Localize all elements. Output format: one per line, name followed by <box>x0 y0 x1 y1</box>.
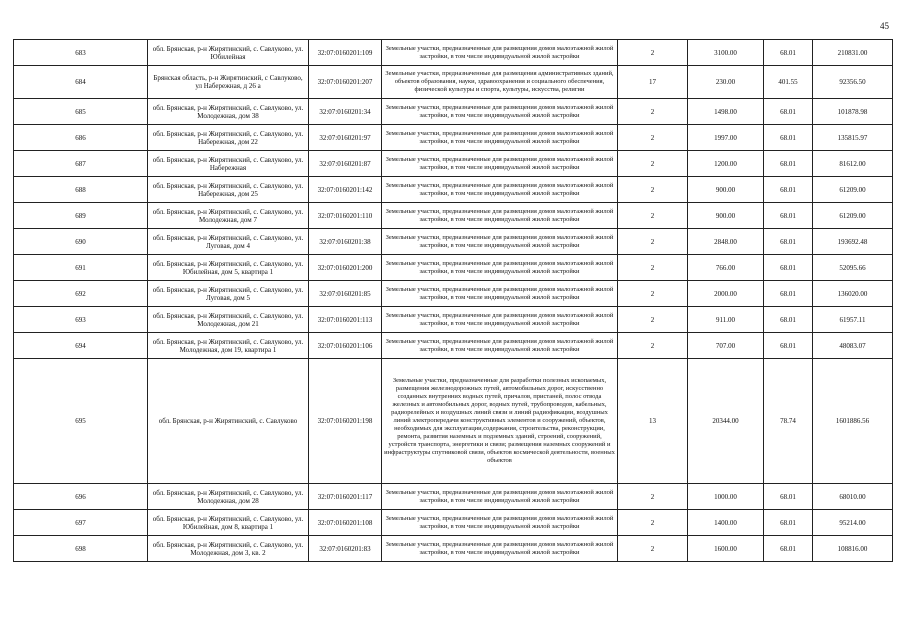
cell-cadastral-value: 61209.00 <box>813 177 893 203</box>
cell-group: 2 <box>618 333 688 359</box>
cell-cadastral-number: 32:07:0160201:207 <box>309 66 382 99</box>
cell-row-number: 687 <box>14 151 148 177</box>
cell-cadastral-value: 1601886.56 <box>813 359 893 484</box>
cell-land-use: Земельные участки, предназначенные для размещения домов малоэтажной жилой застройки, в том числе индивидуальной жилой застройки <box>382 484 618 510</box>
cell-cadastral-value: 210831.00 <box>813 40 893 66</box>
cell-row-number: 697 <box>14 510 148 536</box>
cell-address: обл. Брянская, р-н Жирятинский, с. Савлуково, ул. Луговая, дом 5 <box>148 281 309 307</box>
cell-group: 2 <box>618 510 688 536</box>
table-row <box>14 177 893 203</box>
cell-group: 17 <box>618 66 688 99</box>
cell-address: обл. Брянская, р-н Жирятинский, с. Савлуково, ул. Набережная, дом 22 <box>148 125 309 151</box>
cell-address: обл. Брянская, р-н Жирятинский, с. Савлуково, ул. Набережная <box>148 151 309 177</box>
cell-row-number: 686 <box>14 125 148 151</box>
cell-row-number: 693 <box>14 307 148 333</box>
cell-address: обл. Брянская, р-н Жирятинский, с. Савлуково, ул. Молодежная, дом 38 <box>148 99 309 125</box>
cell-rate: 68.01 <box>764 484 813 510</box>
cell-land-use: Земельные участки, предназначенные для размещения домов малоэтажной жилой застройки, в том числе индивидуальной жилой застройки <box>382 177 618 203</box>
cell-address: обл. Брянская, р-н Жирятинский, с. Савлуково, ул. Молодежная, дом 7 <box>148 203 309 229</box>
cell-row-number: 684 <box>14 66 148 99</box>
cell-cadastral-value: 68010.00 <box>813 484 893 510</box>
cell-land-use: Земельные участки, предназначенные для размещения домов малоэтажной жилой застройки, в том числе индивидуальной жилой застройки <box>382 307 618 333</box>
cell-land-use: Земельные участки, предназначенные для размещения домов малоэтажной жилой застройки, в том числе индивидуальной жилой застройки <box>382 125 618 151</box>
cell-address: обл. Брянская, р-н Жирятинский, с. Савлуково, ул. Молодежная, дом 3, кв. 2 <box>148 536 309 562</box>
cell-land-use: Земельные участки, предназначенные для размещения домов малоэтажной жилой застройки, в том числе индивидуальной жилой застройки <box>382 151 618 177</box>
cell-address: обл. Брянская, р-н Жирятинский, с. Савлуково <box>148 359 309 484</box>
cell-group: 13 <box>618 359 688 484</box>
cell-address: обл. Брянская, р-н Жирятинский, с. Савлуково, ул. Молодежная, дом 28 <box>148 484 309 510</box>
table-row <box>14 125 893 151</box>
cell-row-number: 689 <box>14 203 148 229</box>
cell-area: 900.00 <box>688 177 764 203</box>
cell-rate: 68.01 <box>764 510 813 536</box>
cell-area: 3100.00 <box>688 40 764 66</box>
cell-cadastral-number: 32:07:0160201:108 <box>309 510 382 536</box>
cell-land-use: Земельные участки, предназначенные для разработки полезных ископаемых, размещения железнодорожных путей, автомобильных дорог, искусственно созданных внутренних водных путей, причалов, пристаней, полос отвода железных и автомобильных дорог, водных путей, трубопроводов, кабельных, радиорелейных и воздушных линий связи и линий радиофикации, воздушных линий электропередачи конструктивных элементов и сооружений, объектов, необходимых для эксплуатации,содержания, строительства, реконструкции, ремонта, развития наземных и подземных зданий, строений, сооружений, устройств транспорта, энергетики и связи; размещения наземных сооружений и инфраструктуры спутниковой связи, объектов космической деятельности, военных объектов <box>382 359 618 484</box>
cell-rate: 68.01 <box>764 229 813 255</box>
cell-land-use: Земельные участки, предназначенные для размещения домов малоэтажной жилой застройки, в том числе индивидуальной жилой застройки <box>382 281 618 307</box>
cell-rate: 68.01 <box>764 333 813 359</box>
cell-cadastral-value: 95214.00 <box>813 510 893 536</box>
cell-rate: 68.01 <box>764 255 813 281</box>
cell-cadastral-number: 32:07:0160201:109 <box>309 40 382 66</box>
cell-rate: 68.01 <box>764 99 813 125</box>
cell-address: обл. Брянская, р-н Жирятинский, с. Савлуково, ул. Юбилейная, дом 5, квартира 1 <box>148 255 309 281</box>
cell-rate: 68.01 <box>764 307 813 333</box>
cell-land-use: Земельные участки, предназначенные для размещения домов малоэтажной жилой застройки, в том числе индивидуальной жилой застройки <box>382 255 618 281</box>
cell-group: 2 <box>618 177 688 203</box>
cell-row-number: 696 <box>14 484 148 510</box>
cell-group: 2 <box>618 99 688 125</box>
cell-group: 2 <box>618 307 688 333</box>
land-plots-table <box>13 39 893 562</box>
table-row <box>14 229 893 255</box>
cell-cadastral-value: 101878.98 <box>813 99 893 125</box>
cell-cadastral-value: 52095.66 <box>813 255 893 281</box>
cell-cadastral-value: 193692.48 <box>813 229 893 255</box>
table-row <box>14 510 893 536</box>
cell-group: 2 <box>618 281 688 307</box>
cell-rate: 68.01 <box>764 40 813 66</box>
table-row <box>14 484 893 510</box>
cell-group: 2 <box>618 536 688 562</box>
cell-area: 900.00 <box>688 203 764 229</box>
table-row <box>14 333 893 359</box>
cell-area: 20344.00 <box>688 359 764 484</box>
cell-cadastral-number: 32:07:0160201:117 <box>309 484 382 510</box>
cell-area: 1400.00 <box>688 510 764 536</box>
cell-cadastral-number: 32:07:0160201:87 <box>309 151 382 177</box>
cell-group: 2 <box>618 125 688 151</box>
cell-address: обл. Брянская, р-н Жирятинский, с. Савлуково, ул. Юбилейная, дом 8, квартира 1 <box>148 510 309 536</box>
cell-address: обл. Брянская, р-н Жирятинский, с. Савлуково, ул. Набережная, дом 25 <box>148 177 309 203</box>
cell-row-number: 692 <box>14 281 148 307</box>
table-row <box>14 536 893 562</box>
table-row <box>14 203 893 229</box>
cell-cadastral-value: 92356.50 <box>813 66 893 99</box>
cell-cadastral-number: 32:07:0160201:85 <box>309 281 382 307</box>
cell-rate: 68.01 <box>764 151 813 177</box>
cell-cadastral-number: 32:07:0160201:198 <box>309 359 382 484</box>
cell-address: обл. Брянская, р-н Жирятинский, с. Савлуково, ул. Молодежная, дом 19, квартира 1 <box>148 333 309 359</box>
cell-area: 1498.00 <box>688 99 764 125</box>
cell-rate: 68.01 <box>764 536 813 562</box>
cell-row-number: 691 <box>14 255 148 281</box>
cell-cadastral-number: 32:07:0160201:34 <box>309 99 382 125</box>
cell-cadastral-number: 32:07:0160201:142 <box>309 177 382 203</box>
cell-area: 230.00 <box>688 66 764 99</box>
table-row <box>14 307 893 333</box>
cell-land-use: Земельные участки, предназначенные для размещения домов малоэтажной жилой застройки, в том числе индивидуальной жилой застройки <box>382 229 618 255</box>
cell-cadastral-value: 108816.00 <box>813 536 893 562</box>
cell-row-number: 683 <box>14 40 148 66</box>
cell-cadastral-value: 61209.00 <box>813 203 893 229</box>
table-row <box>14 359 893 484</box>
cell-cadastral-number: 32:07:0160201:113 <box>309 307 382 333</box>
cell-cadastral-value: 81612.00 <box>813 151 893 177</box>
cell-row-number: 698 <box>14 536 148 562</box>
cell-land-use: Земельные участки, предназначенные для размещения домов малоэтажной жилой застройки, в том числе индивидуальной жилой застройки <box>382 40 618 66</box>
table-row <box>14 255 893 281</box>
cell-cadastral-value: 135815.97 <box>813 125 893 151</box>
table-row <box>14 281 893 307</box>
cell-cadastral-number: 32:07:0160201:38 <box>309 229 382 255</box>
cell-cadastral-value: 48083.07 <box>813 333 893 359</box>
cell-group: 2 <box>618 484 688 510</box>
cell-row-number: 690 <box>14 229 148 255</box>
cell-cadastral-number: 32:07:0160201:83 <box>309 536 382 562</box>
cell-land-use: Земельные участки, предназначенные для размещения домов малоэтажной жилой застройки, в том числе индивидуальной жилой застройки <box>382 333 618 359</box>
cell-rate: 68.01 <box>764 125 813 151</box>
cell-rate: 401.55 <box>764 66 813 99</box>
cell-rate: 68.01 <box>764 203 813 229</box>
cell-group: 2 <box>618 255 688 281</box>
cell-rate: 68.01 <box>764 281 813 307</box>
table-row <box>14 99 893 125</box>
cell-rate: 68.01 <box>764 177 813 203</box>
cell-area: 766.00 <box>688 255 764 281</box>
table-row <box>14 40 893 66</box>
table-row <box>14 151 893 177</box>
cell-cadastral-value: 61957.11 <box>813 307 893 333</box>
cell-area: 911.00 <box>688 307 764 333</box>
table-row <box>14 66 893 99</box>
cell-address: обл. Брянская, р-н Жирятинский, с. Савлуково, ул. Луговая, дом 4 <box>148 229 309 255</box>
page-number: 45 <box>880 21 889 31</box>
cell-land-use: Земельные участки, предназначенные для размещения домов малоэтажной жилой застройки, в том числе индивидуальной жилой застройки <box>382 536 618 562</box>
cell-row-number: 695 <box>14 359 148 484</box>
cell-cadastral-number: 32:07:0160201:106 <box>309 333 382 359</box>
cell-group: 2 <box>618 151 688 177</box>
cell-land-use: Земельные участки, предназначенные для размещения домов малоэтажной жилой застройки, в том числе индивидуальной жилой застройки <box>382 203 618 229</box>
cell-row-number: 685 <box>14 99 148 125</box>
cell-area: 2000.00 <box>688 281 764 307</box>
cell-land-use: Земельные участки, предназначенные для размещения домов малоэтажной жилой застройки, в том числе индивидуальной жилой застройки <box>382 99 618 125</box>
cell-address: Брянская область, р-н Жирятинский, с Савлуково, ул Набережная, д 26 а <box>148 66 309 99</box>
cell-address: обл. Брянская, р-н Жирятинский, с. Савлуково, ул. Юбилейная <box>148 40 309 66</box>
cell-group: 2 <box>618 40 688 66</box>
cell-group: 2 <box>618 203 688 229</box>
cell-row-number: 688 <box>14 177 148 203</box>
cell-address: обл. Брянская, р-н Жирятинский, с. Савлуково, ул. Молодежная, дом 21 <box>148 307 309 333</box>
cell-area: 1200.00 <box>688 151 764 177</box>
cell-area: 1600.00 <box>688 536 764 562</box>
cell-group: 2 <box>618 229 688 255</box>
cell-area: 707.00 <box>688 333 764 359</box>
cell-cadastral-number: 32:07:0160201:97 <box>309 125 382 151</box>
cell-row-number: 694 <box>14 333 148 359</box>
cell-cadastral-value: 136020.00 <box>813 281 893 307</box>
cell-area: 2848.00 <box>688 229 764 255</box>
cell-land-use: Земельные участки, предназначенные для размещения домов малоэтажной жилой застройки, в том числе индивидуальной жилой застройки <box>382 510 618 536</box>
cell-land-use: Земельные участки, предназначенные для размещения административных зданий, объектов образования, науки, здравоохранения и социального обеспечения, физической культуры и спорта, культуры, искусства, религии <box>382 66 618 99</box>
cell-rate: 78.74 <box>764 359 813 484</box>
cell-area: 1997.00 <box>688 125 764 151</box>
cell-cadastral-number: 32:07:0160201:110 <box>309 203 382 229</box>
cell-area: 1000.00 <box>688 484 764 510</box>
cell-cadastral-number: 32:07:0160201:200 <box>309 255 382 281</box>
